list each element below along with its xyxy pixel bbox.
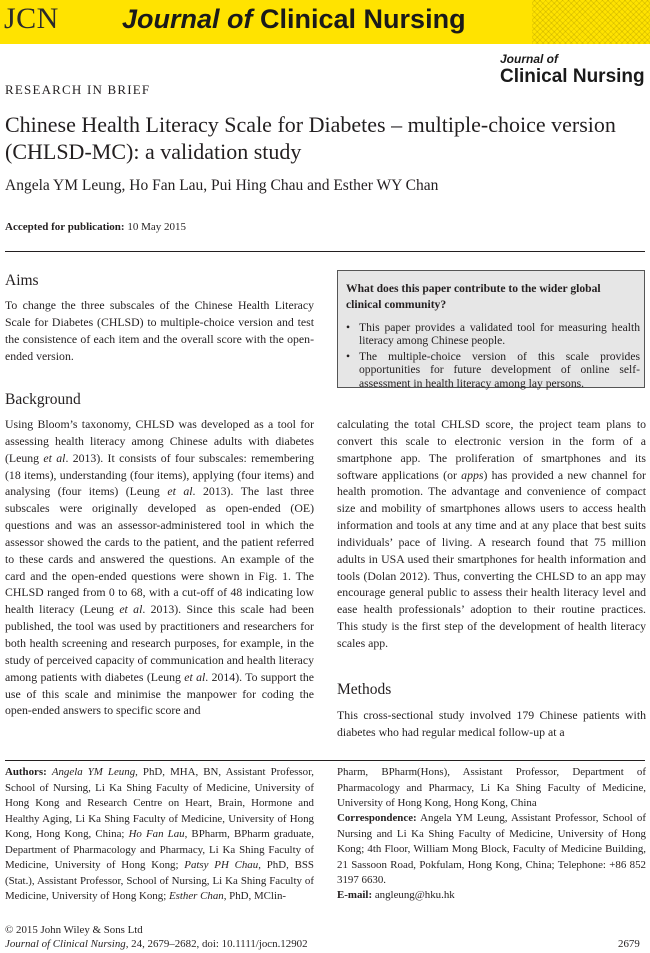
bullet-icon: •	[346, 349, 351, 363]
aims-text: To change the three subscales of the Chinese Health Literacy Scale for Diabetes (CHLSD) to multiple-choice version and test the consistence of each item and the overall score with the open-ended version.	[5, 298, 314, 363]
background-heading: Background	[5, 391, 81, 408]
author-affiliations: Authors: Angela YM Leung, PhD, MHA, BN, Assistant Professor, School of Nursing, Li Ka Shing Faculty of Medicine, University of Hong Kong and Research Centre on Heart, Brain, Hormone and Healthy Aging, Li Ka Shing Faculty of Medicine, University of Hong Kong, Hong Kong, China; Ho Fan Lau, BPharm, BPharm graduate, Department of Pharmacology and Pharmacy, Li Ka Shing Faculty of Medicine, University of Hong Kong; Patsy PH Chau, PhD, BSS (Stat.), Assistant Professor, School of Nursing, Li Ka Shing Faculty of Medicine, University of Hong Kong; Esther Chan, PhD, MClin-	[5, 766, 314, 902]
logo-line2: Clinical Nursing	[500, 66, 645, 87]
article-title: Chinese Health Literacy Scale for Diabetes – multiple-choice version (CHLSD-MC): a validation study	[5, 112, 616, 164]
footnote-rule	[5, 760, 645, 761]
accepted-label: Accepted for publication:	[5, 221, 125, 233]
contribution-item	[346, 321, 640, 348]
correspondence	[337, 811, 646, 889]
journal-name: Journal of Clinical Nursing,	[5, 938, 129, 950]
accepted-date	[5, 221, 186, 233]
accepted-value: 10 May 2015	[127, 221, 186, 233]
background-text-right: calculating the total CHLSD score, the project team plans to convert this scale to electronic version in the form of a smartphone app. The proliferation of smartphones and its software applications (or apps) has provided a new channel for health promotion. The advantage and convenience of compact size and mobility of smartphones allows users to access health information and tools at any time and at any place that best suits individuals’ pace of living. A research found that 75 million adults in USA used their smartphones for health information and tools (Dolan 2012). Thus, converting the CHLSD to an app may encourage general public to assess their health literacy level and ease health professionals’ adoption to their routine practices. This study is the first step of the development of health literacy scales app.	[337, 417, 646, 650]
contribution-text: This paper provides a validated tool for measuring health literacy among Chinese people.	[359, 321, 640, 348]
journal-title-rest: Clinical Nursing	[260, 4, 466, 34]
author-list: Angela YM Leung, Ho Fan Lau, Pui Hing Chau and Esther WY Chan	[5, 177, 439, 194]
email-line	[337, 888, 646, 904]
background-text-left: Using Bloom’s taxonomy, CHLSD was developed as a tool for assessing health literacy among Chinese adults with diabetes (Leung et al. 2013). It consists of four subscales: remembering (18 items), understanding (four items), applying (four items) and analysing (four items) (Leung et al. 2013). The last three subscales were originally developed as open-ended (OE) questions and was an assessor-administered tool in which the assessor showed the cards to the patient, and the patient referred to these cards and answered the questions. An example of the card and the open-ended questions were shown in Fig. 1. The CHLSD ranged from 0 to 68, with a cut-off of 48 indicating low health literacy (Leung et al. 2013). Since this scale had been published, the tool was used by practitioners and researchers for both health screening and research purposes, for example, in the study of perceived capacity of communication and health literacy among patients with diabetes (Leung et al. 2014). To support the use of this scale and minimise the manpower for coding the open-ended answers to specific score and	[5, 417, 315, 718]
citation	[5, 938, 308, 950]
author-affiliations-continued: Pharm, BPharm(Hons), Assistant Professor, Department of Pharmacology and Pharmacy, Li Ka Shing Faculty of Medicine, University of Hong Kong, Hong Kong, China	[337, 766, 646, 809]
journal-title	[122, 4, 466, 35]
correspondence-label: Correspondence:	[337, 812, 417, 824]
copyright: © 2015 John Wiley & Sons Ltd	[5, 924, 143, 936]
contribution-box	[337, 270, 645, 388]
article-type: RESEARCH IN BRIEF	[5, 82, 151, 97]
contribution-list	[346, 321, 640, 392]
logo-line1: Journal of	[500, 52, 559, 66]
authors-label: Authors:	[5, 766, 47, 778]
methods-text: This cross-sectional study involved 179 Chinese patients with diabetes who had regular medical follow-up at a	[337, 708, 646, 739]
journal-logo	[500, 53, 645, 86]
citation-details: 24, 2679–2682, doi: 10.1111/jocn.12902	[131, 938, 308, 950]
email-address: angleung@hku.hk	[374, 889, 455, 901]
header-rule	[5, 251, 645, 252]
contribution-text: The multiple-choice version of this scale provides opportunities for future development of online self-assessment in health literacy among lay persons.	[359, 349, 640, 390]
email-label: E-mail:	[337, 889, 373, 901]
methods-heading: Methods	[337, 681, 392, 698]
page-number: 2679	[618, 938, 640, 950]
journal-title-prefix: Journal of	[122, 4, 253, 34]
contribution-heading: What does this paper contribute to the wider global clinical community?	[346, 282, 601, 311]
banner-pattern	[532, 0, 650, 44]
contribution-item	[346, 350, 640, 390]
journal-banner	[0, 0, 650, 44]
correspondence-text: Angela YM Leung, Assistant Professor, School of Nursing and Li Ka Shing Faculty of Medicine, University of Hong Kong; 4th Floor, William Mong Block, Faculty of Medicine Building, 21 Sassoon Road, Pokfulam, Hong Kong, China; Telephone: +86 852 3197 6630.	[337, 812, 647, 886]
aims-heading: Aims	[5, 272, 39, 289]
bullet-icon: •	[346, 321, 351, 334]
journal-abbreviation: JCN	[4, 2, 59, 35]
